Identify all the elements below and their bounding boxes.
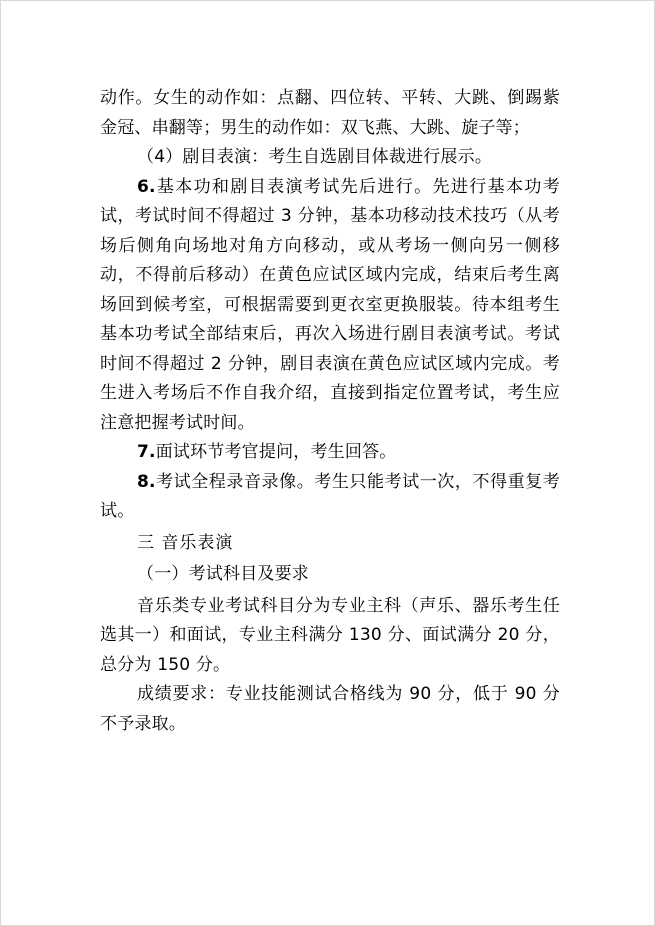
- paragraph-score-requirement: 成绩要求：专业技能测试合格线为 90 分，低于 90 分不予录取。: [100, 684, 560, 734]
- paragraph-repertoire-performance: （4）剧目表演：考生自选剧目体裁进行展示。: [137, 147, 493, 167]
- paragraph-dance-actions: 动作。女生的动作如：点翻、四位转、平转、大跳、倒踢紫金冠、串翻等；男生的动作如：双飞燕、大跳、旋子等；: [100, 88, 560, 138]
- document-body: [100, 84, 560, 739]
- paragraph-item-6: [100, 173, 560, 439]
- item-text: 基本功和剧目表演考试先后进行。先进行基本功考试，考试时间不得超过 3 分钟，基本功移动技术技巧（从考场后侧角向场地对角方向移动，或从考场一侧向另一侧移动，不得前后移动）在黄色应试区域内完成，结束后考生离场回到候考室，可根据需要到更衣室更换服装。待本组考生基本功考试全部结束后，再次入场进行剧目表演考试。考试时间不得超过 2 分钟，剧目表演在黄色应试区域内完成。考生进入考场后不作自我介绍，直接到指定位置考试，考生应注意把握考试时间。: [100, 176, 560, 433]
- subsection-heading-exam-subjects: （一）考试科目及要求: [137, 564, 309, 584]
- section-heading-music-performance: 三 音乐表演: [137, 532, 234, 553]
- paragraph-item-8: [100, 468, 560, 527]
- item-text: 考试全程录音录像。考生只能考试一次，不得重复考试。: [100, 471, 560, 521]
- paragraph-item-7: [100, 438, 560, 468]
- item-number: 6.: [137, 176, 156, 197]
- item-number: 8.: [137, 471, 156, 492]
- paragraph-music-subjects: 音乐类专业考试科目分为专业主科（声乐、器乐考生任选其一）和面试，专业主科满分 130 分、面试满分 20 分，总分为 150 分。: [100, 595, 560, 675]
- item-number: 7.: [137, 442, 156, 462]
- item-text: 面试环节考官提问，考生回答。: [155, 442, 397, 462]
